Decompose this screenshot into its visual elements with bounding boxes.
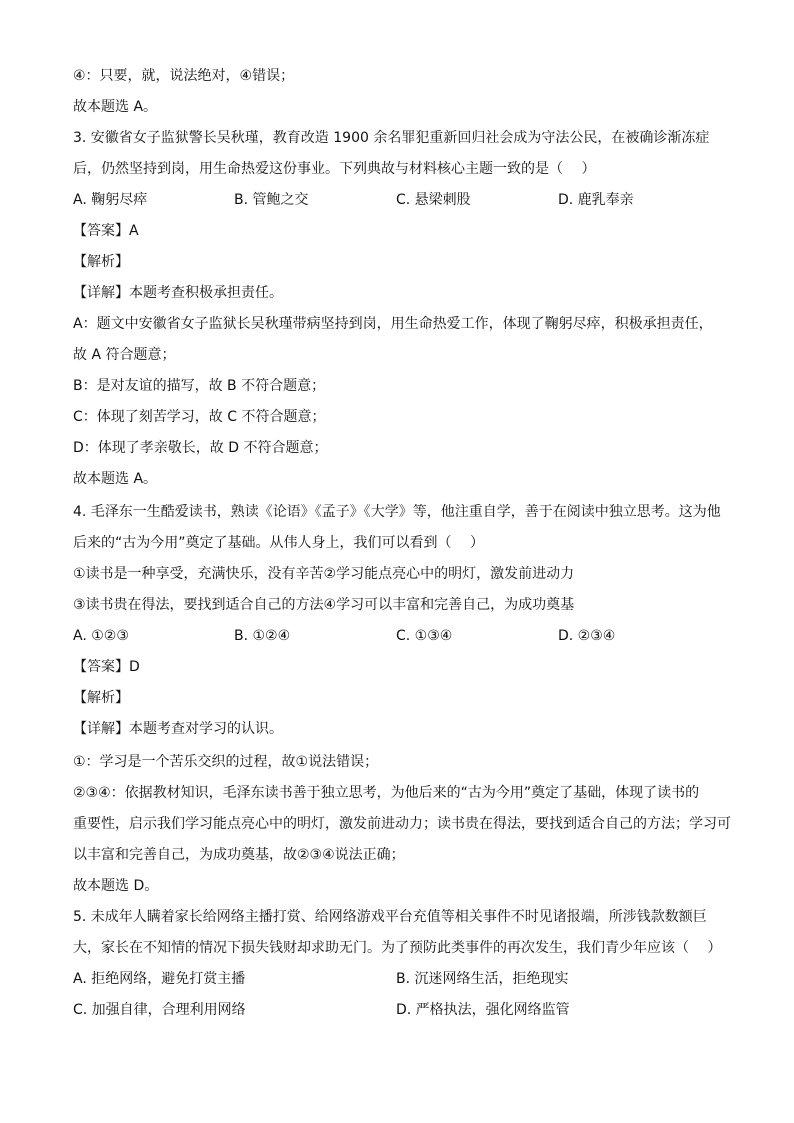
q3-explain-c: C：体现了刻苦学习，故 C 不符合题意； bbox=[73, 409, 326, 425]
q3-stem-line2: 后，仍然坚持到岗，用生命热爱这份事业。下列典故与材料核心主题一致的是（ ） bbox=[73, 161, 596, 177]
q4-analysis-heading: 【解析】 bbox=[73, 690, 129, 706]
q4-explain-rest-line2: 重要性，启示我们学习能点亮心中的明灯，激发前进动力；读书贵在得法，要找到适合自己的方法；学习可 bbox=[73, 816, 731, 832]
q4-options bbox=[73, 626, 733, 646]
q3-detail: 【详解】本题考查积极承担责任。 bbox=[73, 285, 283, 301]
q3-option-d: D. 鹿乳奉亲 bbox=[558, 192, 634, 208]
q3-conclusion: 故本题选 A。 bbox=[73, 471, 158, 487]
q4-items-line1: ①读书是一种享受，充满快乐，没有辛苦②学习能点亮心中的明灯，激发前进动力 bbox=[73, 566, 575, 582]
q5-option-b: B. 沉迷网络生活，拒绝现实 bbox=[396, 971, 569, 987]
q4-conclusion: 故本题选 D。 bbox=[73, 878, 159, 894]
q4-explain-rest-line1: ②③④：依据教材知识，毛泽东读书善于独立思考，为他后来的“古为今用”奠定了基础，体现了读书的 bbox=[73, 785, 700, 801]
q3-answer: 【答案】A bbox=[73, 223, 139, 239]
q3-stem-line1: 3. 安徽省女子监狱警长吴秋瑾，教育改造 1900 余名罪犯重新回归社会成为守法公民，在被确诊渐冻症 bbox=[73, 130, 710, 146]
q3-options bbox=[73, 190, 733, 210]
q4-option-b: B. ①②④ bbox=[234, 628, 291, 644]
q3-explain-b: B：是对友谊的描写，故 B 不符合题意； bbox=[73, 378, 326, 394]
q5-options-row2 bbox=[73, 1000, 733, 1020]
q4-answer: 【答案】D bbox=[73, 659, 140, 675]
q3-explain-d: D：体现了孝亲敬长，故 D 不符合题意； bbox=[73, 440, 328, 456]
q3-analysis-heading: 【解析】 bbox=[73, 254, 129, 270]
q3-explain-a-line2: 故 A 符合题意； bbox=[73, 347, 176, 363]
q5-option-d: D. 严格执法，强化网络监管 bbox=[396, 1002, 570, 1018]
q4-stem-line1: 4. 毛泽东一生酷爱读书，熟读《论语》《孟子》《大学》等，他注重自学，善于在阅读中独立思考。这为他 bbox=[73, 504, 721, 520]
q3-option-a: A. 鞠躬尽瘁 bbox=[73, 192, 148, 208]
q5-option-a: A. 拒绝网络，避免打赏主播 bbox=[73, 971, 246, 987]
q2-item4-explanation: ④：只要，就，说法绝对，④错误； bbox=[73, 68, 295, 84]
q4-option-d: D. ②③④ bbox=[558, 628, 616, 644]
q5-option-c: C. 加强自律，合理利用网络 bbox=[73, 1002, 246, 1018]
q2-conclusion: 故本题选 A。 bbox=[73, 99, 158, 115]
q5-options-row1 bbox=[73, 969, 733, 989]
q5-stem-line1: 5. 未成年人瞒着家长给网络主播打赏、给网络游戏平台充值等相关事件不时见诸报端，所涉钱款数额巨 bbox=[73, 909, 707, 925]
q4-option-c: C. ①③④ bbox=[396, 628, 453, 644]
q4-detail: 【详解】本题考查对学习的认识。 bbox=[73, 721, 283, 737]
q3-option-b: B. 管鲍之交 bbox=[234, 192, 309, 208]
q4-explain-rest-line3: 以丰富和完善自己，为成功奠基，故②③④说法正确； bbox=[73, 847, 405, 863]
q4-option-a: A. ①②③ bbox=[73, 628, 129, 644]
q3-explain-a-line1: A：题文中安徽省女子监狱长吴秋瑾带病坚持到岗，用生命热爱工作，体现了鞠躬尽瘁，积极承担责任， bbox=[73, 316, 713, 332]
q4-items-line2: ③读书贵在得法，要找到适合自己的方法④学习可以丰富和完善自己，为成功奠基 bbox=[73, 597, 575, 613]
q4-stem-line2: 后来的“古为今用”奠定了基础。从伟人身上，我们可以看到（ ） bbox=[73, 535, 484, 551]
q4-explain-item1: ①：学习是一个苦乐交织的过程，故①说法错误； bbox=[73, 754, 379, 770]
q3-option-c: C. 悬梁刺股 bbox=[396, 192, 471, 208]
q5-stem-line2: 大，家长在不知情的情况下损失钱财却求助无门。为了预防此类事件的再次发生，我们青少年应该（ ） bbox=[73, 940, 722, 956]
